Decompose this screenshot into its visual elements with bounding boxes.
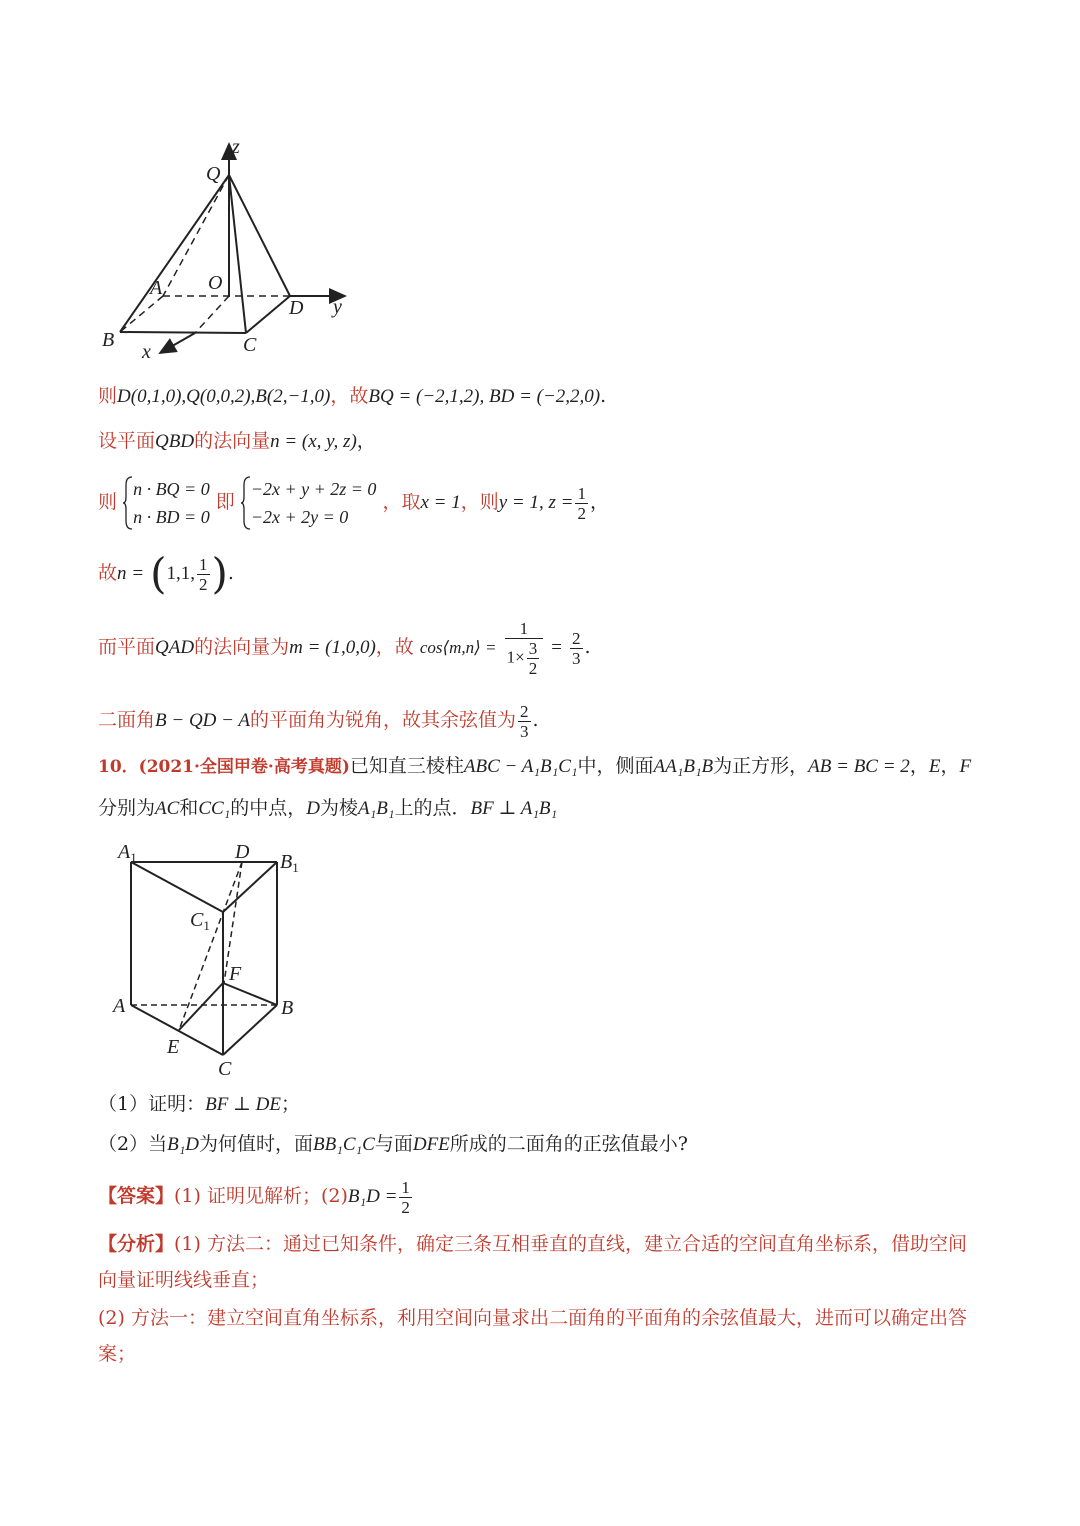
problem-10-line-1 — [98, 752, 971, 781]
text: 二面角 — [98, 709, 156, 731]
eq: n · BD = 0 — [133, 507, 210, 527]
eq: x = 1 — [420, 492, 461, 513]
point: F — [959, 756, 972, 777]
text: 则 — [98, 491, 118, 513]
text: ，取 — [382, 491, 421, 513]
fraction — [197, 555, 210, 594]
point: E — [928, 756, 941, 777]
face: BB₁C₁C — [313, 1134, 375, 1155]
text: ，故 — [330, 385, 369, 407]
plane-name: QAD — [155, 637, 195, 658]
condition: BF ⊥ A₁B₁ — [470, 798, 558, 819]
segment: B₁D — [167, 1134, 200, 1155]
label-E: E — [167, 1036, 180, 1058]
edge-EF — [179, 983, 223, 1030]
problem-10-line-2 — [98, 794, 557, 823]
system-1 — [133, 475, 210, 531]
label-C1: $C_1$ — [190, 909, 210, 933]
edge-FB — [223, 983, 277, 1005]
denominator: 3 — [572, 648, 581, 668]
label-C: C — [243, 334, 257, 356]
fraction — [575, 484, 588, 523]
x-axis — [160, 333, 195, 353]
label-A1: $A_1$ — [118, 841, 137, 865]
label-B: B — [281, 997, 294, 1019]
edge-QC — [229, 175, 246, 333]
text: 所成的二面角的正弦值最小? — [449, 1133, 688, 1155]
problem-number: 10．(2021·全国甲卷·高考真题) — [98, 757, 350, 777]
edge-A1C1 — [131, 862, 223, 912]
text: ， — [356, 430, 376, 452]
text: . — [532, 709, 539, 731]
numerator: 1 — [505, 619, 544, 639]
dihedral-angle: B − QD − A — [155, 710, 250, 731]
eq: B₁D = — [347, 1186, 398, 1207]
fraction — [518, 702, 531, 741]
text: 向量证明线线垂直； — [98, 1269, 270, 1291]
numerator: 1 — [199, 554, 208, 574]
text: 设平面 — [98, 430, 156, 452]
face: DFE — [412, 1134, 450, 1155]
vector-components: 1,1, — [166, 563, 196, 584]
question-2 — [98, 1130, 688, 1159]
label-D: D — [235, 841, 250, 863]
cos-expression: cos⟨m,n⟩ = — [419, 638, 497, 657]
label-B1: $B_1$ — [280, 851, 299, 875]
numerator: 3 — [528, 638, 538, 658]
coords: D(0,1,0),Q(0,0,2),B(2,−1,0) — [117, 386, 331, 407]
eq: AB = BC = 2 — [808, 756, 910, 777]
text: 上的点． — [394, 797, 471, 819]
denominator: 3 — [520, 721, 529, 741]
edge-BC — [120, 332, 246, 333]
text: 的法向量为 — [194, 636, 290, 658]
prism-figure — [105, 835, 315, 1080]
eq: n · BQ = 0 — [133, 479, 210, 499]
text: 为棱 — [320, 797, 359, 819]
text: ，则 — [460, 491, 499, 513]
numerator: 1 — [401, 1177, 410, 1197]
text: (2) 方法一：建立空间直角坐标系，利用空间向量求出二面角的平面角的余弦值最大，进而可以确定出答 — [98, 1307, 967, 1329]
text: 则 — [98, 385, 118, 407]
eq: y = 1, z = — [498, 492, 574, 513]
denominator: 2 — [199, 574, 208, 594]
solution-line-5 — [98, 610, 591, 685]
text: . — [584, 636, 591, 658]
text: . — [227, 562, 234, 584]
text: ； — [281, 1093, 301, 1115]
analysis-line-2 — [98, 1266, 269, 1294]
segment: AC — [155, 798, 180, 819]
fraction — [505, 619, 544, 678]
denominator: 2 — [577, 503, 586, 523]
edge-CD — [246, 296, 290, 333]
label-A: A — [113, 995, 126, 1017]
segment: CC₁ — [198, 798, 231, 819]
text: 和 — [179, 797, 199, 819]
text: 已知直三棱柱 — [349, 755, 464, 777]
label-z: z — [232, 136, 240, 158]
solution-line-4 — [98, 545, 234, 601]
edge-B1C1 — [223, 862, 277, 912]
label-y: y — [333, 296, 342, 318]
eq: −2x + 2y = 0 — [250, 507, 349, 527]
vectors: BQ = (−2,1,2), BD = (−2,2,0) — [368, 386, 601, 407]
segment: A₁B₁ — [358, 798, 395, 819]
label-F: F — [229, 963, 242, 985]
eq: −2x + y + 2z = 0 — [250, 479, 377, 499]
answer-line — [98, 1172, 414, 1220]
edge-OC — [195, 296, 229, 333]
text: 与面 — [374, 1133, 413, 1155]
label-D: D — [289, 297, 304, 319]
label-O: O — [208, 272, 223, 294]
text: 的法向量 — [194, 430, 271, 452]
label-A: A — [150, 277, 163, 299]
text: . — [600, 385, 607, 407]
left-brace — [241, 475, 251, 531]
numerator: 1 — [577, 483, 586, 503]
text: ， — [589, 491, 609, 513]
text: ，故 — [375, 636, 414, 658]
left-brace — [123, 475, 133, 531]
fraction — [570, 629, 583, 668]
label-C: C — [218, 1058, 232, 1080]
label-Q: Q — [206, 163, 221, 185]
text: 故 — [98, 562, 118, 584]
edge-BC — [223, 1005, 277, 1055]
pyramid-figure — [90, 130, 370, 365]
denominator: 2 — [401, 1197, 410, 1217]
text: 即 — [215, 491, 235, 513]
denominator — [505, 639, 544, 678]
analysis-line-1 — [98, 1230, 967, 1258]
analysis-line-4 — [98, 1340, 136, 1368]
paren-right: ) — [211, 549, 228, 598]
answer-tag: 【答案】 — [98, 1185, 175, 1207]
text: 为何值时，面 — [199, 1133, 314, 1155]
analysis-line-3 — [98, 1304, 967, 1332]
statement: BF ⊥ DE — [205, 1094, 282, 1115]
text: 中，侧面 — [577, 755, 654, 777]
text: 分别为 — [98, 797, 156, 819]
text: （1）证明： — [98, 1093, 206, 1115]
normal-vector: m = (1,0,0) — [289, 637, 376, 658]
eq: n = — [117, 563, 145, 584]
plane-name: QBD — [155, 431, 195, 452]
solution-line-6 — [98, 698, 539, 742]
label-B: B — [102, 329, 115, 351]
solution-line-1 — [98, 382, 606, 411]
fraction — [399, 1178, 412, 1217]
text: ， — [909, 755, 929, 777]
edge-QB — [120, 175, 229, 332]
edge-QD — [229, 175, 290, 296]
face: AA₁B₁B — [653, 756, 714, 777]
text: (1) 证明见解析；(2) — [174, 1185, 348, 1207]
solution-line-2 — [98, 427, 376, 456]
text: (1) 方法二：通过已知条件，确定三条互相垂直的直线，建立合适的空间直角坐标系，借助空间 — [174, 1233, 967, 1255]
paren-left: ( — [150, 549, 167, 598]
inner-fraction — [527, 639, 540, 678]
text: 1× — [506, 646, 525, 666]
analysis-tag: 【分析】 — [98, 1233, 175, 1255]
text: 为正方形， — [713, 755, 809, 777]
text: 的中点， — [230, 797, 307, 819]
numerator: 2 — [520, 701, 529, 721]
text: 案； — [98, 1343, 137, 1365]
question-1 — [98, 1090, 300, 1119]
denominator: 2 — [528, 658, 538, 678]
system-2 — [251, 475, 377, 531]
text: ， — [940, 755, 960, 777]
solution-line-3 — [98, 472, 609, 532]
text: 的平面角为锐角，故其余弦值为 — [249, 709, 516, 731]
point: D — [306, 798, 321, 819]
text: 而平面 — [98, 636, 156, 658]
numerator: 2 — [572, 628, 581, 648]
label-x: x — [142, 341, 151, 363]
normal-vector: n = (x, y, z) — [270, 431, 357, 452]
prism: ABC − A₁B₁C₁ — [463, 756, 578, 777]
text: （2）当 — [98, 1133, 168, 1155]
equals: = — [551, 637, 562, 658]
